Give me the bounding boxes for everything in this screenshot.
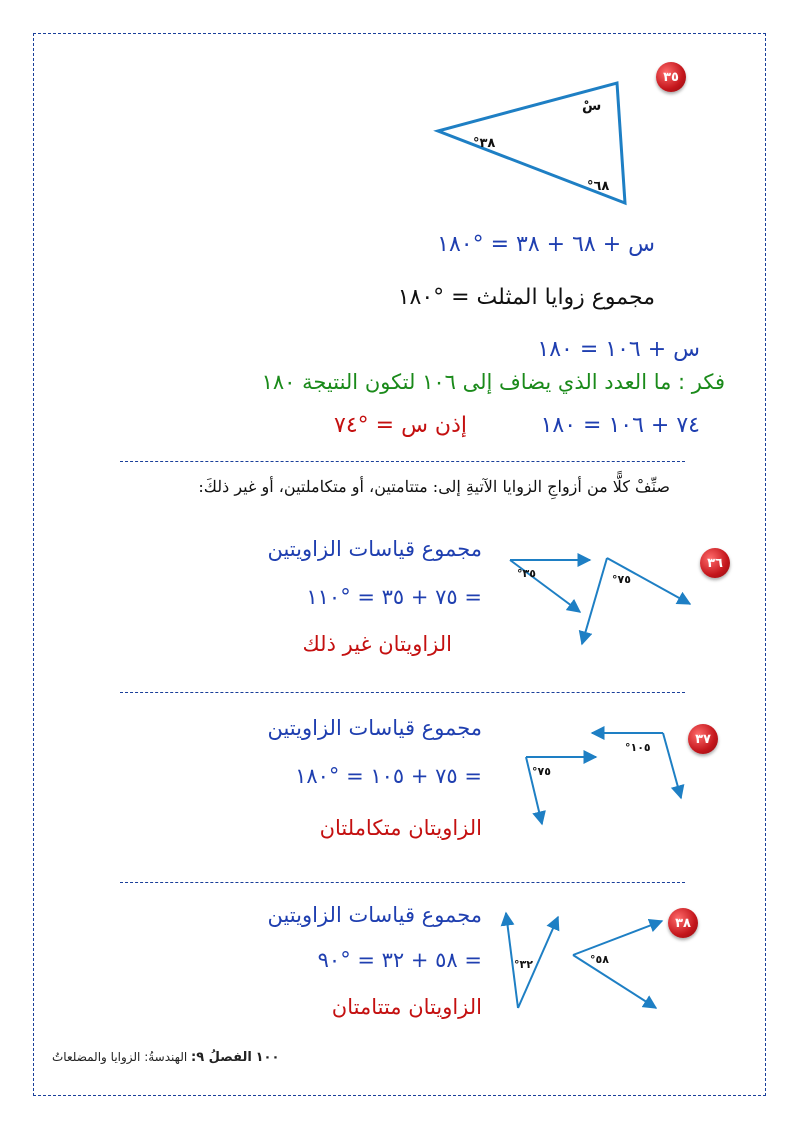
p38-result: الزاويتان متتامتان xyxy=(331,995,482,1019)
problem-36-angle-a-label: °٣٥ xyxy=(517,567,536,580)
chapter-title: الهندسةُ: الزوايا والمضلعاتُ xyxy=(52,1050,188,1064)
problem-38-angle-a-label: °٣٢ xyxy=(514,958,533,971)
p38-line2: = ٥٨ + ٣٢ = °٩٠ xyxy=(317,948,482,972)
problem-36-angle-b xyxy=(582,558,690,644)
p37-result: الزاويتان متكاملتان xyxy=(319,816,482,840)
p35-line5b: إذن س = °٧٤ xyxy=(334,413,467,438)
p36-result: الزاويتان غير ذلك xyxy=(302,632,452,656)
p38-line1: مجموع قياسات الزاويتين xyxy=(267,903,482,927)
problem-37-angle-b-label: °١٠٥ xyxy=(625,741,651,754)
problem-36-angle-b-label: °٧٥ xyxy=(612,573,631,586)
problem-37-angle-a-label: °٧٥ xyxy=(532,765,551,778)
chapter-label: الفصلُ ٩: xyxy=(191,1050,252,1065)
page-number: ١٠٠ xyxy=(255,1050,280,1065)
p35-line1: س + ٦٨ + ٣٨ = °١٨٠ xyxy=(437,232,655,257)
p37-line1: مجموع قياسات الزاويتين xyxy=(267,716,482,740)
p35-line4: فكر : ما العدد الذي يضاف إلى ١٠٦ لتكون النتيجة ١٨٠ xyxy=(261,370,725,394)
p35-line3: س + ١٠٦ = ١٨٠ xyxy=(537,337,700,362)
instruction-text: صنِّفْ كلًّا من أزواجِ الزوايا الآتيةِ إلى: متتامتين، أو متكاملتين، أو غير ذلكَ: xyxy=(198,477,670,496)
p35-line5a: ٧٤ + ١٠٦ = ١٨٠ xyxy=(540,413,700,438)
p36-line1: مجموع قياسات الزاويتين xyxy=(267,537,482,561)
p35-line2: مجموع زوايا المثلث = °١٨٠ xyxy=(397,285,655,310)
problem-38-angle-b-label: °٥٨ xyxy=(590,953,609,966)
p37-line2: = ٧٥ + ١٠٥ = °١٨٠ xyxy=(295,764,482,788)
triangle-angle-x: سْ xyxy=(582,98,602,114)
problem-36-badge: ٣٦ xyxy=(700,548,730,578)
page-footer xyxy=(52,1050,279,1065)
problem-35-badge: ٣٥ xyxy=(656,62,686,92)
problem-38-angle-b xyxy=(573,921,662,1008)
p36-line2: = ٧٥ + ٣٥ = °١١٠ xyxy=(306,585,482,609)
triangle-angle-68: °٦٨ xyxy=(587,179,610,194)
problem-38-badge: ٣٨ xyxy=(668,908,698,938)
separator-3 xyxy=(120,882,685,883)
separator-2 xyxy=(120,692,685,693)
problem-37-badge: ٣٧ xyxy=(688,724,718,754)
triangle-angle-38: °٣٨ xyxy=(473,136,496,151)
separator-1 xyxy=(120,461,685,462)
